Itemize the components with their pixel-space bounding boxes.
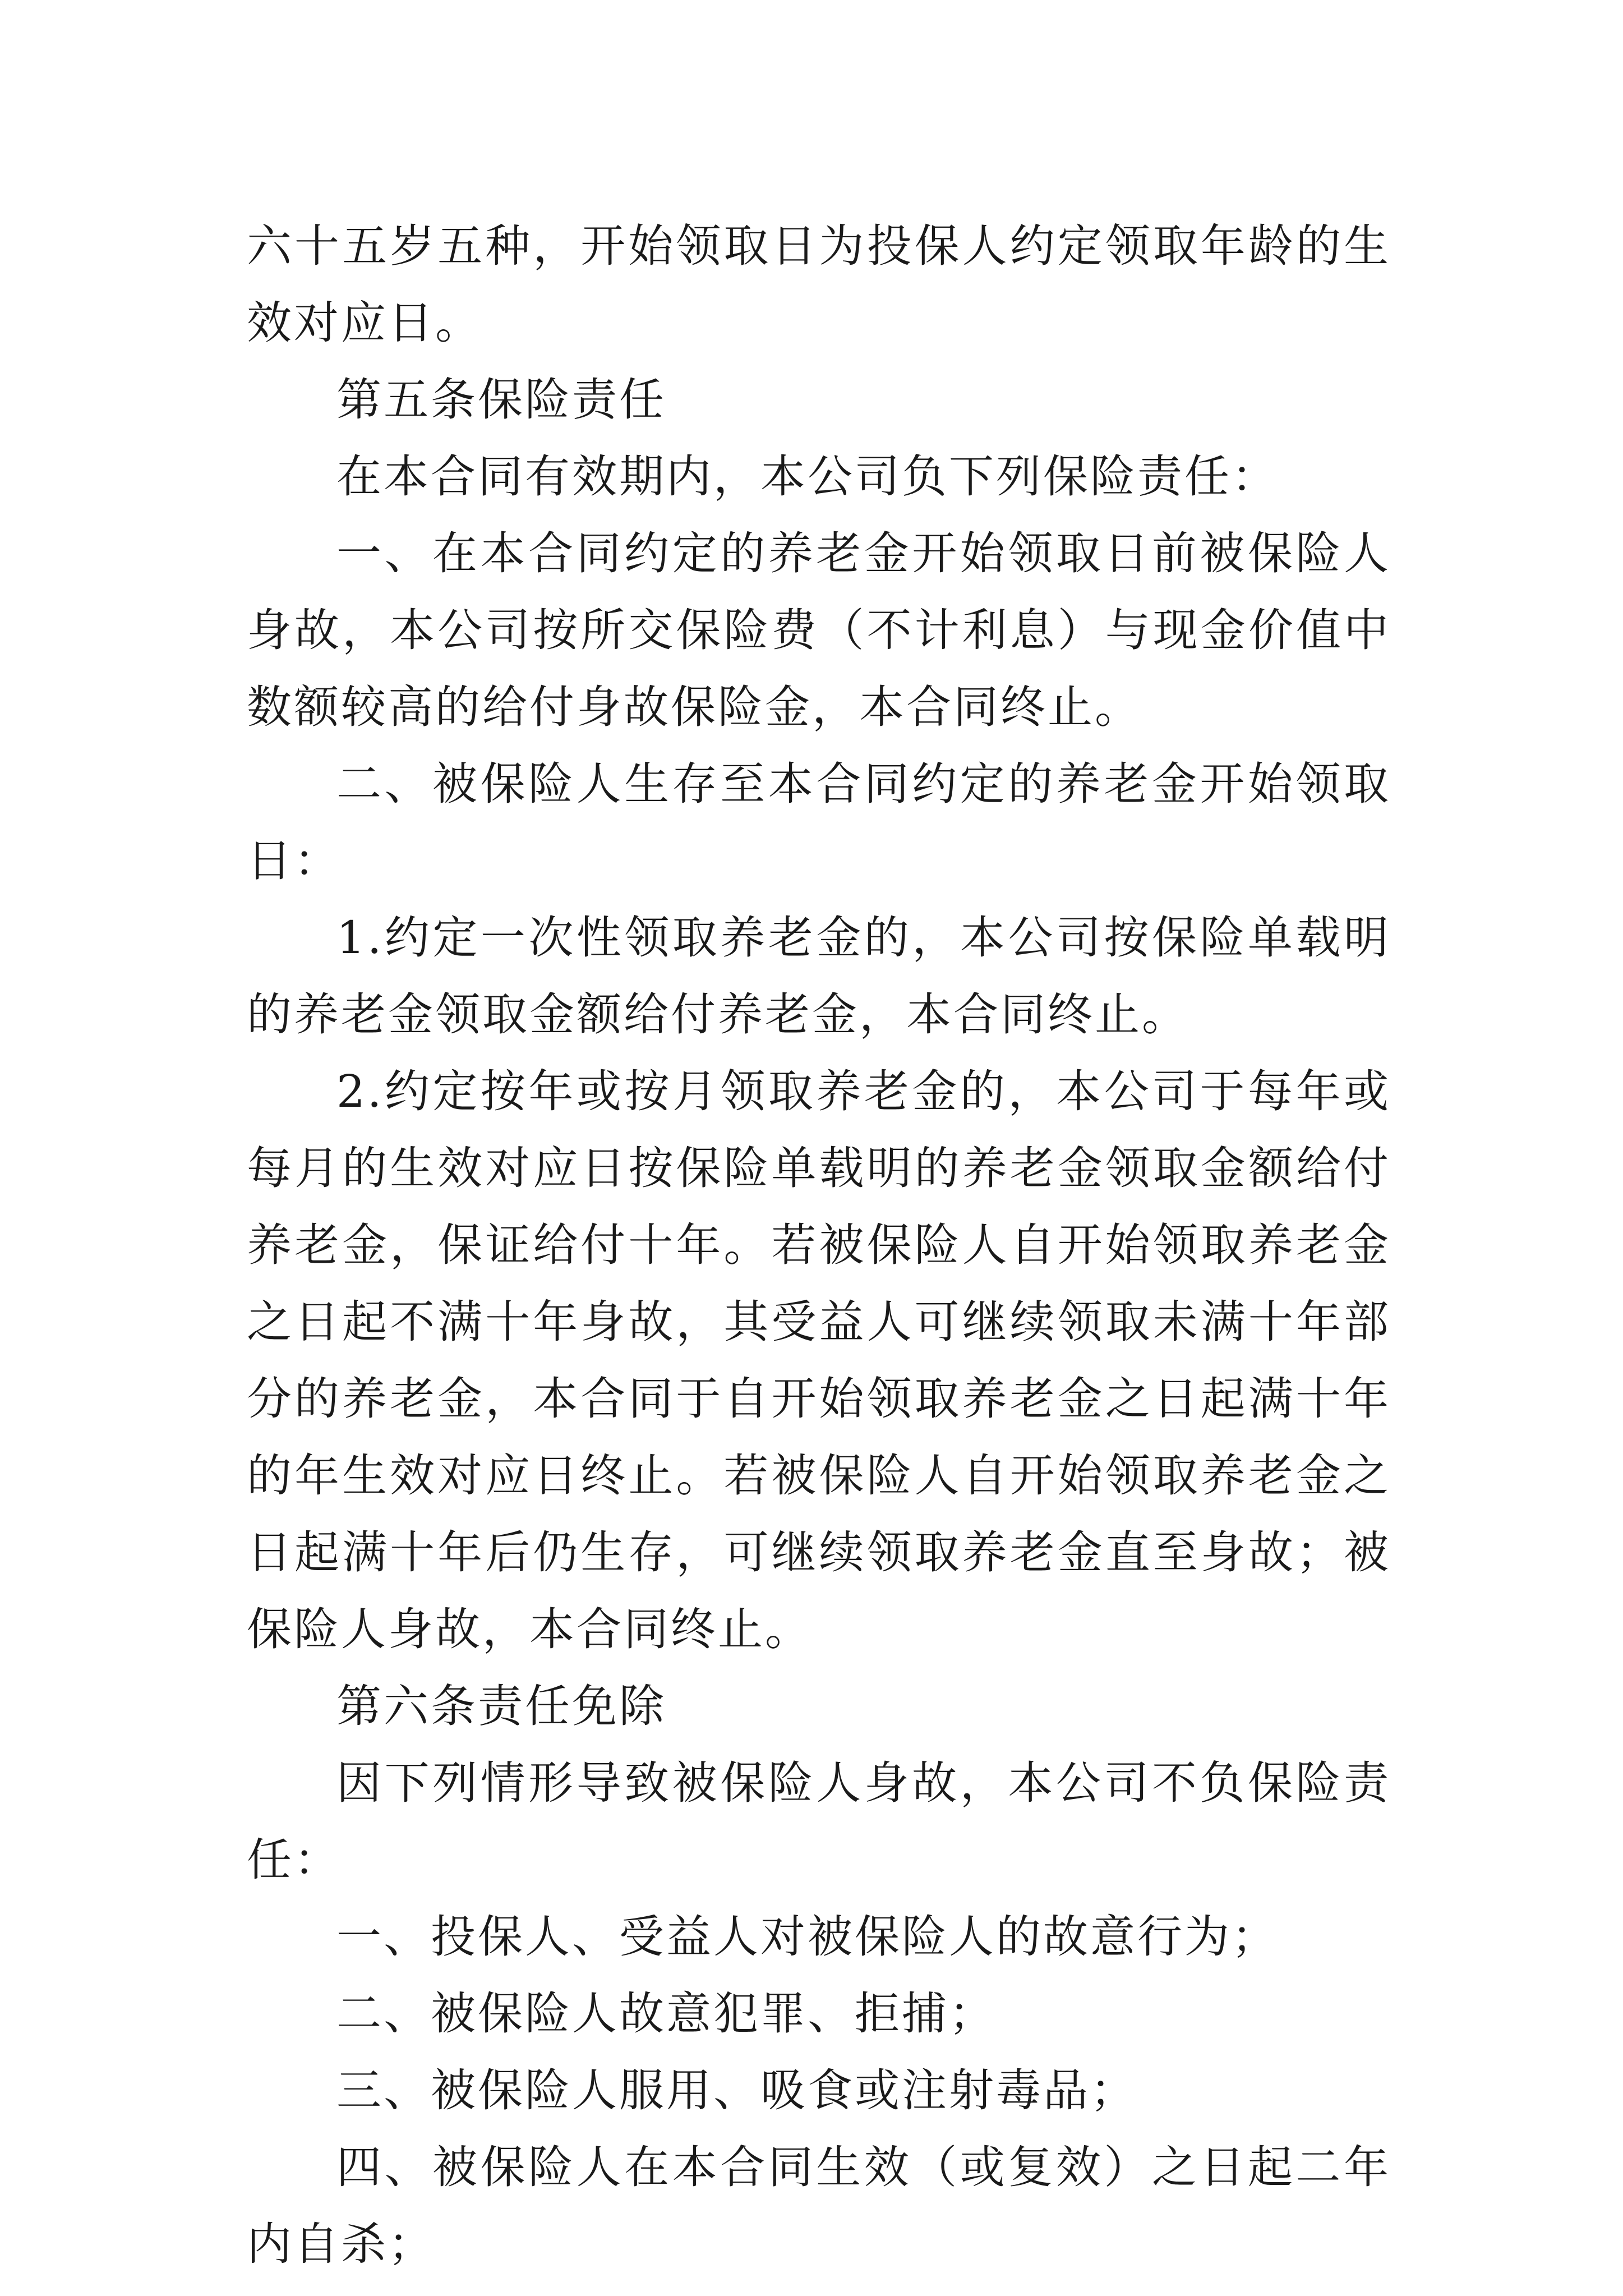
list-item: 四、被保险人在本合同生效（或复效）之日起二年内自杀； [247,2141,1391,2270]
paragraph: 在本合同有效期内，本公司负下列保险责任： [336,450,1279,503]
article-5-heading: 第五条保险责任 [336,374,666,426]
document-body [247,208,1391,2283]
paragraph: 二、被保险人生存至本合同约定的养老金开始领取日： [247,758,1391,887]
paragraph: 2.约定按年或按月领取养老金的，本公司于每年或每月的生效对应日按保险单载明的养老金领取金额给付养老金，保证给付十年。若被保险人自开始领取养老金之日起不满十年身故，其受益人可继续领取未满十年部分的养老金，本合同于自开始领取养老金之日起满十年的年生效对应日终止。若被保险人自开始领取养老金之日起满十年后仍生存，可继续领取养老金直至身故；被保险人身故，本合同终止。 [247,1065,1391,1655]
list-item: 三、被保险人服用、吸食或注射毒品； [336,2064,1137,2116]
paragraph: 1.约定一次性领取养老金的，本公司按保险单载明的养老金领取金额给付养老金，本合同终止。 [247,912,1391,1041]
article-6-heading: 第六条责任免除 [336,1680,666,1732]
paragraph: 因下列情形导致被保险人身故，本公司不负保险责任： [247,1757,1391,1886]
list-item: 一、投保人、受益人对被保险人的故意行为； [336,1911,1279,1963]
paragraph-continuation: 六十五岁五种，开始领取日为投保人约定领取年龄的生效对应日。 [247,220,1391,349]
list-item: 二、被保险人故意犯罪、拒捕； [336,1987,996,2040]
paragraph: 一、在本合同约定的养老金开始领取日前被保险人身故，本公司按所交保险费（不计利息）与现金价值中数额较高的给付身故保险金，本合同终止。 [247,527,1391,733]
